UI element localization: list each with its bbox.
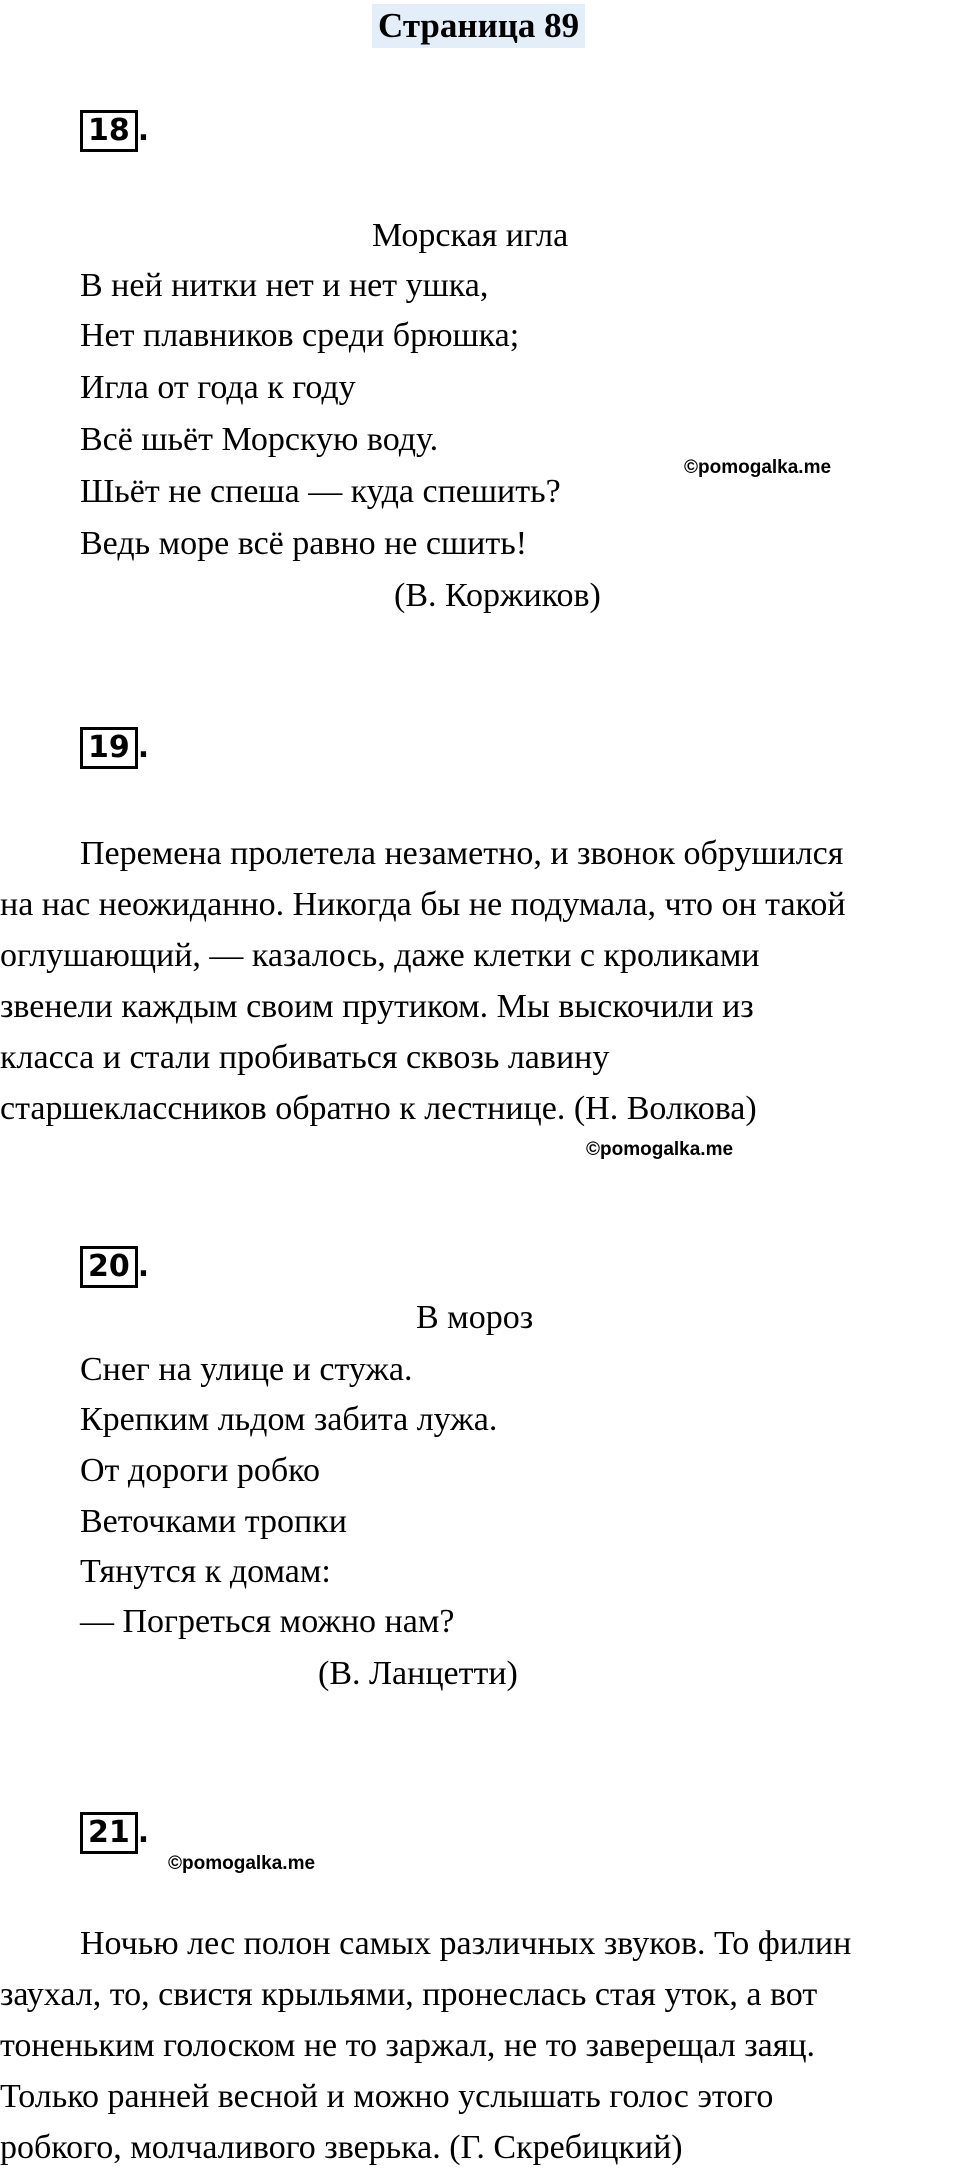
- poem-title: Морская игла: [372, 217, 569, 254]
- poem-line: Тянутся к домам:: [80, 1553, 331, 1590]
- poem-line: Веточками тропки: [80, 1503, 347, 1540]
- task-number-box: 21: [80, 1812, 138, 1854]
- poem-line: Шьёт не спеша — куда спешить?: [80, 473, 561, 510]
- poem-line: — Погреться можно нам?: [80, 1603, 455, 1640]
- text-line: заухал, то, свистя крыльями, пронеслась стая уток, а вот: [0, 1976, 818, 2013]
- task-19-text: [0, 828, 960, 1134]
- poem-line: От дороги робко: [80, 1452, 320, 1489]
- poem-line: Ведь море всё равно не сшить!: [80, 525, 528, 562]
- task-20-number: 20 .: [80, 1246, 149, 1288]
- text-line: старшеклассников обратно к лестнице. (Н. Волкова): [0, 1090, 757, 1127]
- task-19-number: 19 .: [80, 727, 149, 769]
- poem-line: Игла от года к году: [80, 369, 356, 406]
- page-title: Страница 89: [372, 4, 585, 48]
- text-line: тоненьким голоском не то заржал, не то заверещал заяц.: [0, 2027, 816, 2064]
- poem-author: (В. Ланцетти): [318, 1655, 518, 1692]
- task-21-text: [0, 1918, 960, 2173]
- poem-line: В ней нитки нет и нет ушка,: [80, 267, 489, 304]
- text-line: робкого, молчаливого зверька. (Г. Скребицкий): [0, 2129, 683, 2166]
- text-line: на нас неожиданно. Никогда бы не подумала, что он такой: [0, 886, 846, 923]
- task-21-number: 21 .: [80, 1812, 149, 1854]
- poem-line: Крепким льдом забита лужа.: [80, 1401, 498, 1438]
- poem-author: (В. Коржиков): [394, 577, 601, 614]
- text-line: класса и стали пробиваться сквозь лавину: [0, 1039, 610, 1076]
- text-line: оглушающий, — казалось, даже клетки с кроликами: [0, 937, 760, 974]
- poem-title: В мороз: [416, 1299, 534, 1336]
- watermark: ©pomogalka.me: [586, 1139, 734, 1160]
- poem-line: Нет плавников среди брюшка;: [80, 317, 520, 354]
- text-line: Ночью лес полон самых различных звуков. То филин: [80, 1925, 852, 1962]
- task-number-box: 19: [80, 727, 138, 769]
- text-line: звенели каждым своим прутиком. Мы выскочили из: [0, 988, 754, 1025]
- task-number-box: 18: [80, 110, 138, 152]
- watermark: ©pomogalka.me: [684, 457, 832, 478]
- task-number-box: 20: [80, 1246, 138, 1288]
- poem-line: Всё шьёт Морскую воду.: [80, 421, 439, 458]
- text-line: Только ранней весной и можно услышать голос этого: [0, 2078, 774, 2115]
- task-18-number: 18 .: [80, 110, 149, 152]
- text-line: Перемена пролетела незаметно, и звонок обрушился: [80, 835, 844, 872]
- poem-line: Снег на улице и стужа.: [80, 1351, 413, 1388]
- watermark: ©pomogalka.me: [168, 1853, 316, 1874]
